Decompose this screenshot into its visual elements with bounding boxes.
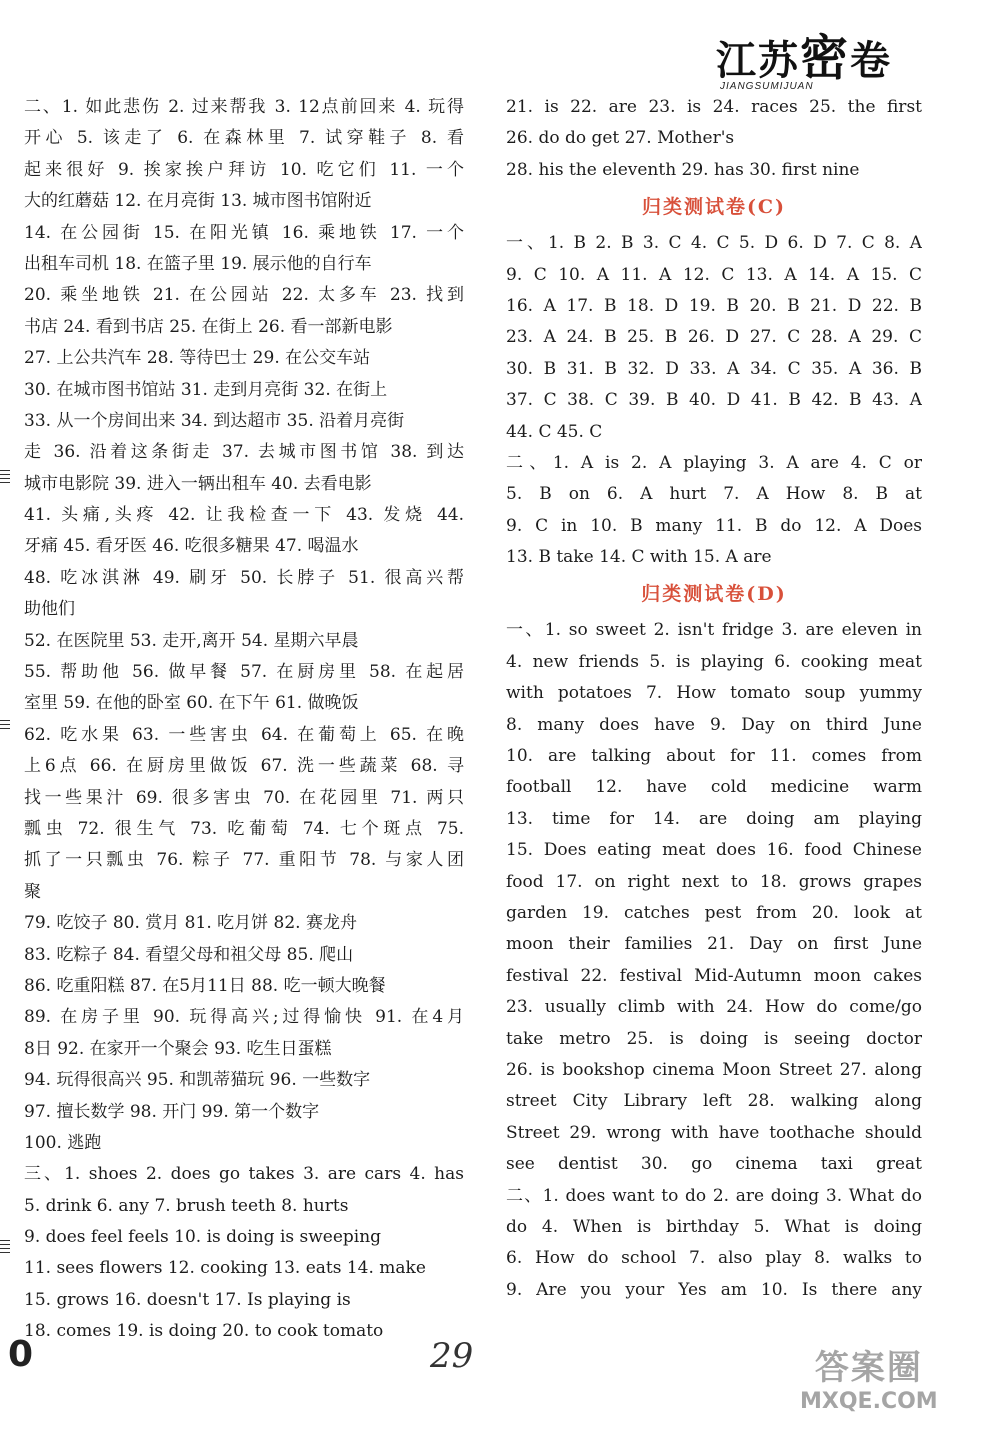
- answer-line: 助他们: [24, 599, 75, 620]
- answer-line: 6. How do school 7. also play 8. walks to: [506, 1248, 922, 1269]
- answer-line: 5. B on 6. A hurt 7. A How 8. B at: [506, 484, 922, 505]
- binding-marks: [0, 1240, 10, 1256]
- answer-line: do 4. When is birthday 5. What is doing: [506, 1216, 922, 1237]
- answer-line: take metro 25. is doing is seeing doctor: [506, 1028, 922, 1049]
- answer-line: 37. C 38. C 39. B 40. D 41. B 42. B 43. A: [506, 390, 922, 411]
- answer-line: 一、1. so sweet 2. isn't fridge 3. are eleven in: [506, 620, 922, 641]
- left-answer-column: [24, 92, 464, 1348]
- answer-line: 100. 逃跑: [24, 1132, 102, 1153]
- answer-line: 走 36. 沿着这条街走 37. 去城市图书馆 38. 到达: [24, 442, 464, 463]
- answer-line: 23. usually climb with 24. How do come/go: [506, 997, 922, 1018]
- answer-line: 室里 59. 在他的卧室 60. 在下午 61. 做晚饭: [24, 693, 359, 714]
- answer-line: 8日 92. 在家开一个聚会 93. 吃生日蛋糕: [24, 1038, 332, 1059]
- answer-line: Street 29. wrong with have toothache should: [506, 1122, 922, 1143]
- answer-line: moon their families 21. Day on first June: [506, 934, 922, 955]
- answer-line: 97. 擅长数学 98. 开门 99. 第一个数字: [24, 1101, 320, 1122]
- answer-line: 26. is bookshop cinema Moon Street 27. along: [506, 1059, 922, 1080]
- answer-line: 27. 上公共汽车 28. 等待巴士 29. 在公交车站: [24, 348, 371, 369]
- answer-line: 83. 吃粽子 84. 看望父母和祖父母 85. 爬山: [24, 944, 354, 965]
- answer-line: 13. B take 14. C with 15. A are: [506, 547, 772, 568]
- section-c-answers: [506, 228, 922, 573]
- watermark: [800, 1340, 938, 1414]
- answer-line: 89. 在房子里 90. 玩得高兴;过得愉快 91. 在4月: [24, 1007, 464, 1028]
- binding-marks: [0, 720, 10, 732]
- answer-line: 起来很好 9. 挨家挨户拜访 10. 吃它们 11. 一个: [24, 159, 464, 180]
- answer-line: 一、1. B 2. B 3. C 4. C 5. D 6. D 7. C 8. A: [506, 233, 922, 254]
- answer-line: 79. 吃饺子 80. 赏月 81. 吃月饼 82. 赛龙舟: [24, 913, 357, 934]
- watermark-bottom: MXQE.COM: [800, 1389, 938, 1414]
- answer-line: 30. 在城市图书馆站 31. 走到月亮街 32. 在街上: [24, 379, 388, 400]
- answer-line: 10. are talking about for 11. comes from: [506, 746, 922, 767]
- answer-line: 21. is 22. are 23. is 24. races 25. the first: [506, 97, 922, 117]
- section-d-answers: [506, 615, 922, 1306]
- answer-line: garden 19. catches pest from 20. look at: [506, 902, 922, 923]
- answer-line: festival 22. festival Mid-Autumn moon cakes: [506, 965, 922, 986]
- binding-marks: [0, 470, 10, 486]
- answer-line: 86. 吃重阳糕 87. 在5月11日 88. 吃一顿大晚餐: [24, 975, 386, 996]
- answer-line: 抓了一只瓢虫 76. 粽子 77. 重阳节 78. 与家人团: [24, 850, 464, 871]
- answer-line: 41. 头痛,头疼 42. 让我检查一下 43. 发烧 44.: [24, 505, 464, 526]
- answer-line: 三、1. shoes 2. does go takes 3. are cars 4. has: [24, 1164, 464, 1185]
- answer-line: 55. 帮助他 56. 做早餐 57. 在厨房里 58. 在起居: [24, 662, 464, 683]
- answer-line: 9. Are you your Yes am 10. Is there any: [506, 1279, 922, 1300]
- answer-line: 二、1. 如此悲伤 2. 过来帮我 3. 12点前回来 4. 玩得: [24, 97, 464, 117]
- answer-line: 26. do do get 27. Mother's: [506, 128, 735, 149]
- answer-line: 书店 24. 看到书店 25. 在街上 26. 看一部新电影: [24, 316, 393, 337]
- section-c-title: 归类测试卷(C): [641, 196, 787, 219]
- answer-line: 9. C 10. A 11. A 12. C 13. A 14. A 15. C: [506, 264, 922, 285]
- brand-prefix: 江苏: [716, 37, 800, 84]
- answer-line: 20. 乘坐地铁 21. 在公园站 22. 太多车 23. 找到: [24, 285, 464, 306]
- answer-line: 二、1. A is 2. A playing 3. A are 4. C or: [506, 452, 922, 473]
- answer-line: 9. C in 10. B many 11. B do 12. A Does: [506, 515, 922, 536]
- answer-line: 9. does feel feels 10. is doing is sweeping: [24, 1227, 382, 1248]
- answer-line: 牙痛 45. 看牙医 46. 吃很多糖果 47. 喝温水: [24, 536, 359, 557]
- answer-line: 48. 吃冰淇淋 49. 刷牙 50. 长脖子 51. 很高兴帮: [24, 567, 464, 588]
- answer-line: 聚: [24, 881, 41, 902]
- answer-line: 14. 在公园街 15. 在阳光镇 16. 乘地铁 17. 一个: [24, 222, 464, 243]
- brand-mid: 密: [800, 30, 851, 86]
- answer-line: 11. sees flowers 12. cooking 13. eats 14. make: [24, 1258, 426, 1279]
- right-top-answers: [506, 92, 922, 186]
- corner-mark: 0: [8, 1334, 34, 1375]
- answer-line: 30. B 31. B 32. D 33. A 34. C 35. A 36. B: [506, 358, 922, 379]
- answer-line: food 17. on right next to 18. grows grapes: [506, 871, 922, 892]
- answer-line: 62. 吃水果 63. 一些害虫 64. 在葡萄上 65. 在晚: [24, 724, 464, 745]
- answer-line: 二、1. does want to do 2. are doing 3. What do: [506, 1185, 922, 1206]
- answer-line: 出租车司机 18. 在篮子里 19. 展示他的自行车: [24, 253, 372, 274]
- answer-line: 94. 玩得很高兴 95. 和凯蒂猫玩 96. 一些数字: [24, 1070, 371, 1091]
- answer-line: 上6点 66. 在厨房里做饭 67. 洗一些蔬菜 68. 寻: [24, 756, 464, 777]
- page-number: 29: [430, 1336, 474, 1376]
- answer-line: 52. 在医院里 53. 走开,离开 54. 星期六早晨: [24, 630, 359, 651]
- answer-line: 城市电影院 39. 进入一辆出租车 40. 去看电影: [24, 473, 372, 494]
- answer-line: 15. Does eating meat does 16. food Chinese: [506, 840, 922, 861]
- answer-line: football 12. have cold medicine warm: [506, 777, 922, 798]
- answer-line: 16. A 17. B 18. D 19. B 20. B 21. D 22. B: [506, 295, 922, 316]
- answer-line: 4. new friends 5. is playing 6. cooking meat: [506, 651, 922, 672]
- brand-logo: [716, 30, 893, 92]
- answer-line: 瓢虫 72. 很生气 73. 吃葡萄 74. 七个斑点 75.: [24, 818, 464, 839]
- answer-line: 18. comes 19. is doing 20. to cook tomato: [24, 1321, 384, 1342]
- answer-line: 开心 5. 该走了 6. 在森林里 7. 试穿鞋子 8. 看: [24, 128, 464, 149]
- brand-suffix: 卷: [850, 37, 893, 84]
- answer-line: 大的红蘑菇 12. 在月亮街 13. 城市图书馆附近: [24, 191, 372, 212]
- section-d-title: 归类测试卷(D): [641, 583, 787, 606]
- answer-line: 33. 从一个房间出来 34. 到达超市 35. 沿着月亮街: [24, 410, 405, 431]
- answer-line: 44. C 45. C: [506, 421, 603, 442]
- answer-line: with potatoes 7. How tomato soup yummy: [506, 683, 922, 704]
- brand-subtitle: JIANGSUMIJUAN: [720, 81, 814, 92]
- answer-line: street City Library left 28. walking along: [506, 1091, 922, 1112]
- watermark-top: 答案圈: [814, 1348, 923, 1388]
- answer-line: see dentist 30. go cinema taxi great: [506, 1154, 922, 1175]
- right-answer-column: [506, 92, 922, 1306]
- answer-line: 8. many does have 9. Day on third June: [506, 714, 922, 735]
- answer-line: 找一些果汁 69. 很多害虫 70. 在花园里 71. 两只: [24, 787, 464, 808]
- answer-line: 5. drink 6. any 7. brush teeth 8. hurts: [24, 1195, 349, 1216]
- answer-line: 23. A 24. B 25. B 26. D 27. C 28. A 29. C: [506, 327, 922, 348]
- answer-line: 15. grows 16. doesn't 17. Is playing is: [24, 1289, 351, 1310]
- answer-line: 28. his the eleventh 29. has 30. first nine: [506, 159, 860, 180]
- answer-line: 13. time for 14. are doing am playing: [506, 808, 922, 829]
